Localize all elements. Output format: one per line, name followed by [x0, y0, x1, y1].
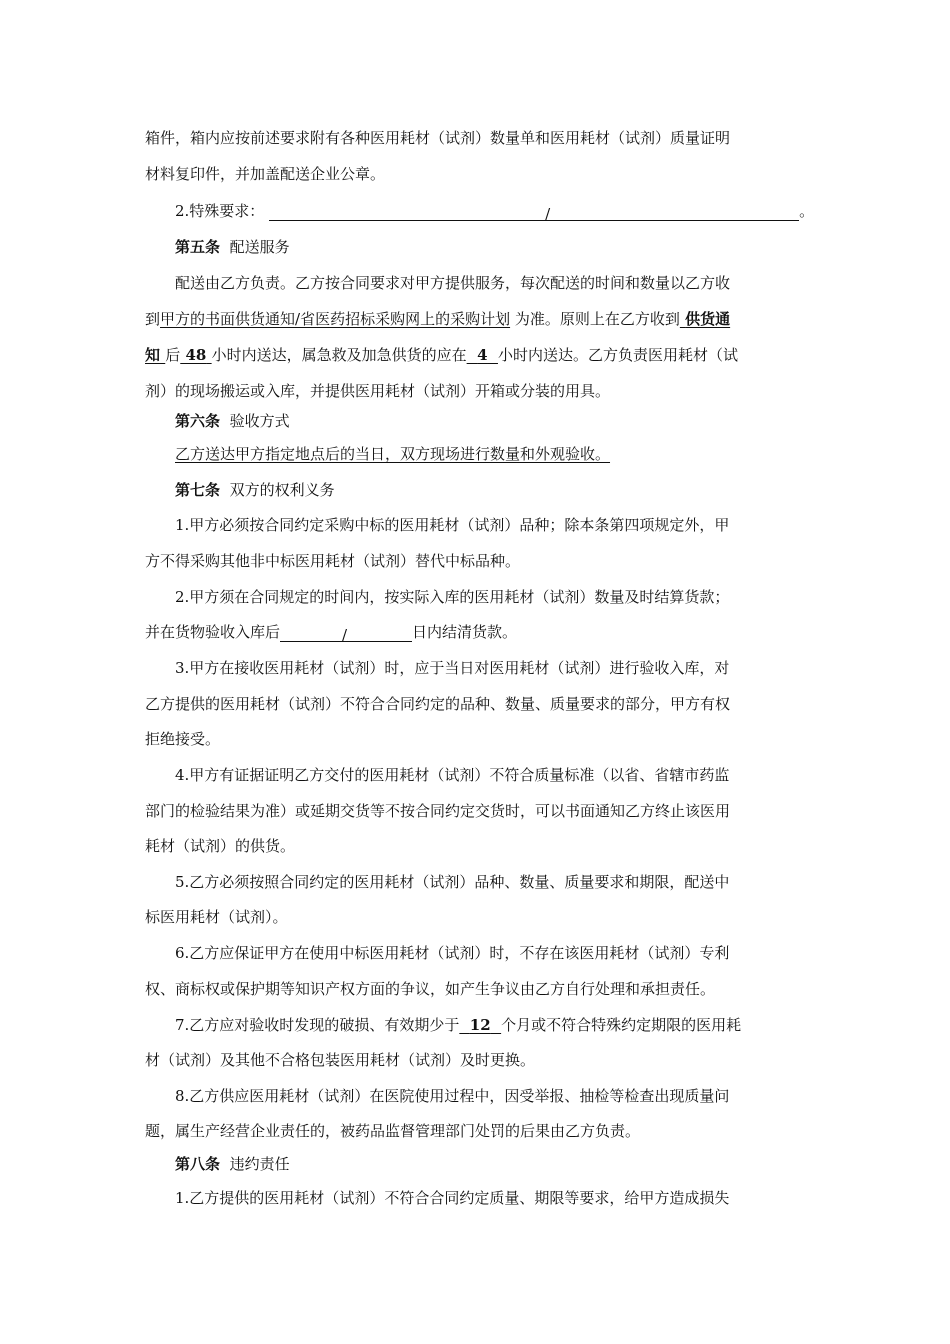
article-7-text: 并在货物验收入库后 [145, 623, 281, 641]
article-5-line-4: 剂）的现场搬运或入库，并提供医用耗材（试剂）开箱或分装的用具。 [145, 382, 611, 400]
article-5-line-1: 配送由乙方负责。乙方按合同要求对甲方提供服务，每次配送的时间和数量以乙方收 [175, 274, 731, 292]
article-8-heading [0, 1154, 950, 1174]
article-6-title: 验收方式 [229, 412, 290, 430]
supply-notice-basis: 甲方的书面供货通知/省医药招标采购网上的采购计划 [160, 310, 511, 328]
article-7-item-4-line-1: 4.甲方有证据证明乙方交付的医用耗材（试剂）不符合质量标准（以省、省辖市药监 [175, 766, 730, 784]
article-7-item-6-line-1: 6.乙方应保证甲方在使用中标医用耗材（试剂）时，不存在该医用耗材（试剂）专利 [175, 944, 730, 962]
article-7-item-1-line-2: 方不得采购其他非中标医用耗材（试剂）替代中标品种。 [145, 552, 521, 570]
article-6-number: 第六条 [175, 412, 221, 430]
article-7-item-4-line-2: 部门的检验结果为准）或延期交货等不按合同约定交货时，可以书面通知乙方终止该医用 [145, 802, 731, 820]
article-5-text: 后 [165, 346, 181, 364]
article-5-title: 配送服务 [229, 238, 290, 256]
article-5-number: 第五条 [175, 238, 221, 256]
article-7-text: 个月或不符合特殊约定期限的医用耗 [501, 1016, 742, 1034]
article-7-number: 第七条 [175, 481, 221, 499]
article-7-item-6-line-2: 权、商标权或保护期等知识产权方面的争议，如产生争议由乙方自行处理和承担责任。 [145, 980, 716, 998]
special-requirements-line [0, 201, 950, 221]
payment-days-fill: / [342, 626, 348, 644]
article-8-item-1-line-1: 1.乙方提供的医用耗材（试剂）不符合合同约定质量、期限等要求，给甲方造成损失 [175, 1189, 730, 1207]
special-requirements-end: 。 [799, 202, 815, 220]
article-7-item-7-line-1 [0, 1015, 950, 1035]
payment-days-blank [280, 625, 412, 642]
special-requirements-blank [269, 204, 799, 221]
article-7-item-8-line-1: 8.乙方供应医用耗材（试剂）在医院使用过程中，因受举报、抽检等检查出现质量问 [175, 1087, 730, 1105]
article-7-item-2-line-1: 2.甲方须在合同规定的时间内，按实际入库的医用耗材（试剂）数量及时结算货款； [175, 588, 730, 606]
article-5-text: 到 [145, 310, 161, 328]
article-7-item-4-line-3: 耗材（试剂）的供货。 [145, 837, 296, 855]
article-6-heading [0, 411, 950, 431]
special-requirements-label: 2.特殊要求： [175, 202, 265, 220]
special-requirements-fill: / [545, 205, 551, 223]
article-7-title: 双方的权利义务 [229, 481, 335, 499]
article-8-number: 第八条 [175, 1155, 221, 1173]
article-7-item-5-line-2: 标医用耗材（试剂）。 [145, 908, 288, 926]
article-7-item-3-line-3: 拒绝接受。 [145, 730, 221, 748]
article-7-text: 7.乙方应对验收时发现的破损、有效期少于 [175, 1016, 460, 1034]
validity-months: 12 [469, 1016, 491, 1034]
normal-delivery-hours: 48 [185, 346, 207, 364]
article-7-text: 日内结清货款。 [412, 623, 518, 641]
article-5-text: 小时内送达。乙方负责医用耗材（试 [497, 346, 738, 364]
intro-line-1: 箱件，箱内应按前述要求附有各种医用耗材（试剂）数量单和医用耗材（试剂）质量证明 [145, 129, 731, 147]
urgent-delivery-hours: 4 [477, 346, 488, 364]
article-5-line-2 [0, 309, 950, 329]
article-7-item-8-line-2: 题，属生产经营企业责任的，被药品监督管理部门处罚的后果由乙方负责。 [145, 1122, 641, 1140]
supply-notice-term: 供货通 [685, 310, 731, 328]
article-5-text: 小时内送达，属急救及加急供货的应在 [211, 346, 467, 364]
article-8-title: 违约责任 [229, 1155, 290, 1173]
article-5-text: 为准。原则上在乙方收到 [514, 310, 680, 328]
article-7-item-2-line-2 [0, 622, 950, 642]
supply-notice-term-end: 知 [145, 346, 161, 364]
article-6-line-1 [0, 444, 950, 464]
article-7-heading [0, 480, 950, 500]
acceptance-method: 乙方送达甲方指定地点后的当日，双方现场进行数量和外观验收。 [175, 445, 611, 463]
article-5-heading [0, 237, 950, 257]
article-7-item-3-line-2: 乙方提供的医用耗材（试剂）不符合合同约定的品种、数量、质量要求的部分，甲方有权 [145, 695, 731, 713]
article-7-item-3-line-1: 3.甲方在接收医用耗材（试剂）时，应于当日对医用耗材（试剂）进行验收入库，对 [175, 659, 730, 677]
article-7-item-7-line-2: 材（试剂）及其他不合格包装医用耗材（试剂）及时更换。 [145, 1051, 536, 1069]
article-5-line-3 [0, 345, 950, 365]
article-7-item-5-line-1: 5.乙方必须按照合同约定的医用耗材（试剂）品种、数量、质量要求和期限，配送中 [175, 873, 730, 891]
article-7-item-1-line-1: 1.甲方必须按合同约定采购中标的医用耗材（试剂）品种；除本条第四项规定外，甲 [175, 516, 730, 534]
intro-line-2: 材料复印件，并加盖配送企业公章。 [145, 165, 386, 183]
